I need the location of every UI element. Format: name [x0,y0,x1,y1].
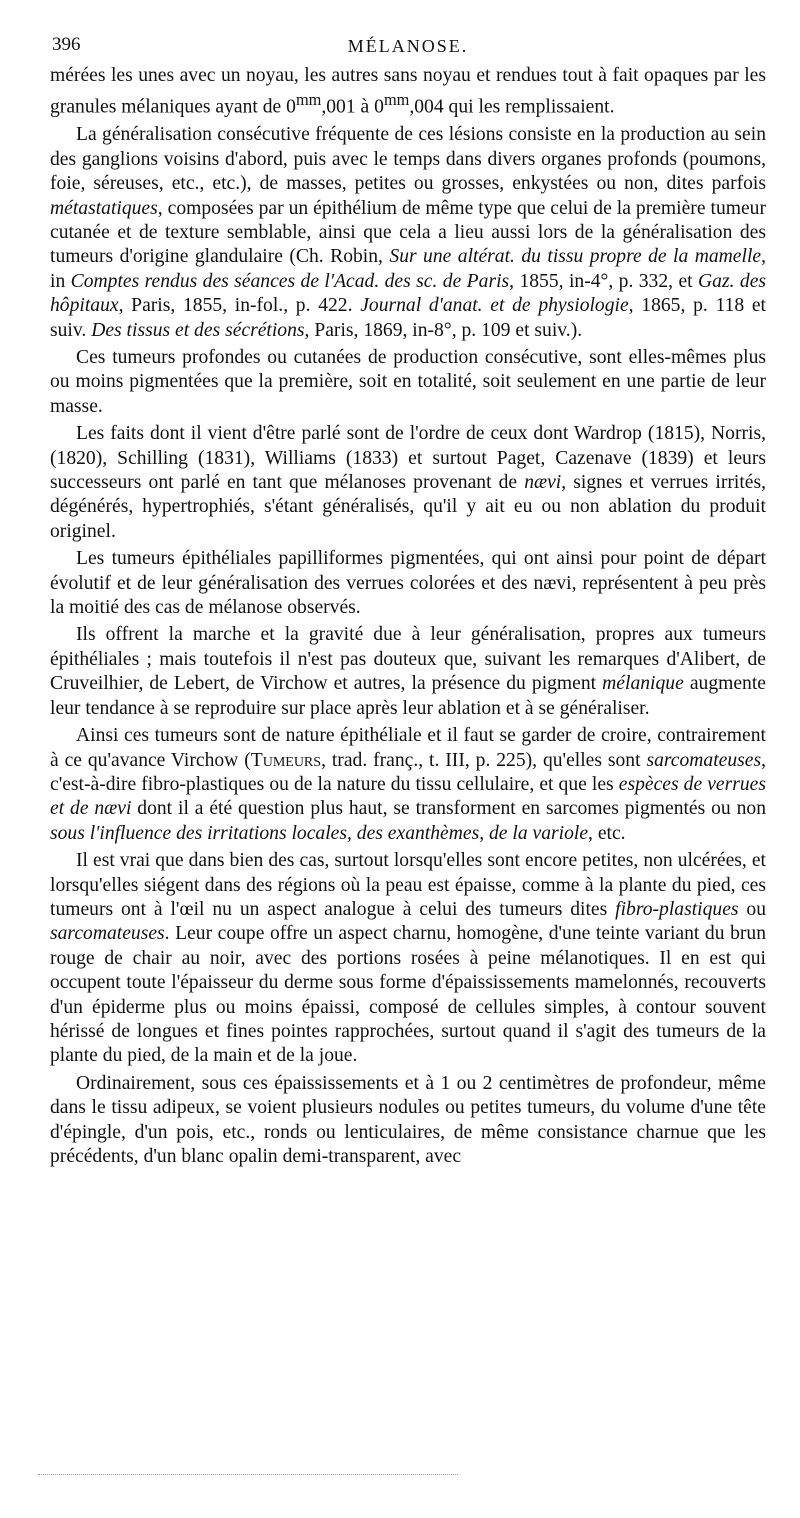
footer-dotted-rule [38,1474,458,1475]
book-page [50,30,766,1169]
body-text [50,64,766,1169]
paragraph: Les tumeurs épithéliales papilliformes pigmentées, qui ont ainsi pour point de départ évolutif et de leur généralisation des verrues colorées et des nævi, représentent à peu près la moitié des cas de mélanose observés. [50,548,766,619]
paragraph: Ainsi ces tumeurs sont de nature épithéliale et il faut se garder de croire, contrairement à ce qu'avance Virchow (Tumeurs, trad. franç., t. III, p. 225), qu'elles sont sarcomateuses, c'est-à-dire fibro-plastiques ou de la nature du tissu cellulaire, et que les espèces de verrues et de nævi dont il a été question plus haut, se transforment en sarcomes pigmentés ou non sous l'influence des irritations locales, des exanthèmes, de la variole, etc. [50,725,767,844]
paragraph: Les faits dont il vient d'être parlé sont de l'ordre de ceux dont Wardrop (1815), Norris, (1820), Schilling (1831), Williams (1833) et surtout Paget, Cazenave (1839) et leurs successeurs ont parlé en tant que mélanoses provenant de nævi, signes et verrues irrités, dégénérés, hypertrophiés, s'étant généralisés, qu'il y ait eu ou non ablation du produit originel. [50,423,767,542]
paragraph: Ces tumeurs profondes ou cutanées de production consécutive, sont elles-mêmes plus ou moins pigmentées que la première, soit en totalité, soit seulement en une partie de leur masse. [50,347,766,417]
paragraph: Il est vrai que dans bien des cas, surtout lorsqu'elles sont encore petites, non ulcérées, et lorsqu'elles siégent dans des régions où la peau est épaisse, comme à la plante du pied, ces tumeurs ont à l'œil nu un aspect analogue à celui des tumeurs dites fibro-plastiques ou sarcomateuses. Leur coupe offre un aspect charnu, homogène, d'une teinte variant du brun rouge de chair au noir, avec des portions rosées à peine mélanotiques. Il en est qui occupent toute l'épaisseur du derme sous forme d'épaississements mamelonnés, recouverts d'un épiderme plus ou moins épaissi, composé de cellules simples, à contour souvent hérissé de longues et fines pointes rapprochées, surtout quand il s'agit des tumeurs de la plante du pied, de la main et de la joue. [50,850,766,1067]
paragraph: mérées les unes avec un noyau, les autres sans noyau et rendues tout à fait opaques par les granules mélaniques ayant de $0^{mm},001$ à $0^{mm},004$ qui les remplissaient. [50,65,766,118]
paragraph: Ils offrent la marche et la gravité due à leur généralisation, propres aux tumeurs épithéliales ; mais toutefois il n'est pas douteux que, suivant les remarques d'Alibert, de Cruveilhier, de Lebert, de Virchow et autres, la présence du pigment mélanique augmente leur tendance à se reproduire sur place après leur ablation et à se généraliser. [50,624,766,719]
page-number: 396 [52,34,81,55]
running-title: MÉLANOSE. [347,36,469,56]
paragraph: Ordinairement, sous ces épaississements et à 1 ou 2 centimètres de profondeur, même dans le tissu adipeux, se voient plusieurs nodules ou petites tumeurs, du volume d'une tête d'épingle, d'un pois, etc., ronds ou lenticulaires, de même consistance charnue que les précédents, d'un blanc opalin demi-transparent, avec [50,1072,766,1167]
page-header [50,30,766,64]
paragraph: La généralisation consécutive fréquente de ces lésions consiste en la production au sein des ganglions voisins d'abord, puis avec le temps dans divers organes profonds (poumons, foie, séreuses, etc., etc.), de masses, petites ou grosses, enkystées ou non, dites parfois métastatiques, composées par un épithélium de même type que celui de la première tumeur cutanée et de texture semblable, ainsi que cela a lieu aussi lors de la généralisation des tumeurs d'origine glandulaire (Ch. Robin, Sur une altérat. du tissu propre de la mamelle, in Comptes rendus des séances de l'Acad. des sc. de Paris, 1855, in-4°, p. 332, et Gaz. des hôpitaux, Paris, 1855, in-fol., p. 422. Journal d'anat. et de physiologie, 1865, p. 118 et suiv. Des tissus et des sécrétions, Paris, 1869, in-8°, p. 109 et suiv.). [50,124,767,341]
